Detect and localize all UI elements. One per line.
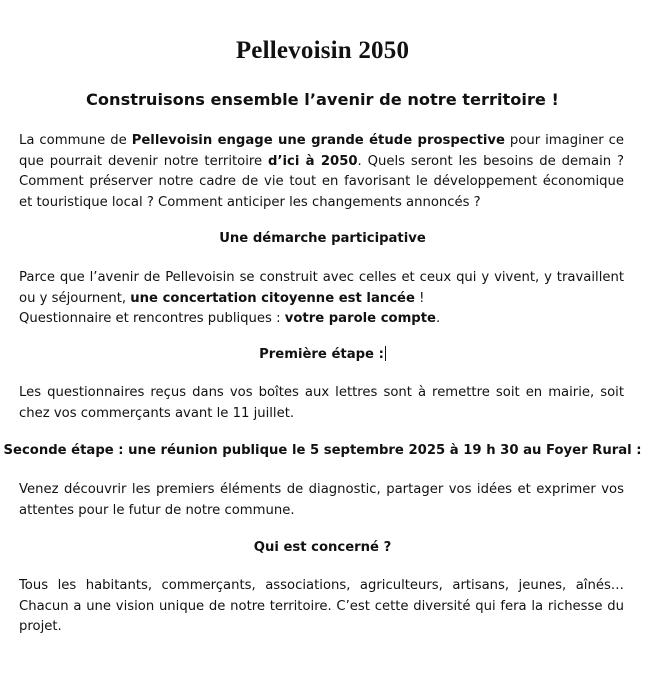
section-heading-participative: Une démarche participative — [219, 231, 426, 246]
participative-text-3: Questionnaire et rencontres publiques : — [19, 311, 285, 327]
step-1-heading-text: Première étape : — [259, 347, 384, 362]
participative-bold-2: votre parole compte — [284, 311, 436, 327]
intro-text-3: . Quels seront les besoins de demain ? Comment préserver notre cadre de vie tout en favorisant le développement économique et touristique local ? Comment anticiper les changements annoncés ? — [19, 153, 624, 210]
step-2-paragraph: Venez découvrir les premiers éléments de diagnostic, partager vos idées et exprimer vos attentes pour le futur de notre commune. — [19, 482, 624, 518]
page-subtitle: Construisons ensemble l’avenir de notre territoire ! — [86, 90, 559, 109]
participative-bold-1: une concertation citoyenne est lancée — [130, 290, 415, 306]
intro-bold-2: d’ici à 2050 — [268, 153, 358, 169]
section-heading-concerned: Qui est concerné ? — [253, 540, 392, 555]
text-cursor — [385, 346, 386, 361]
participative-text-2: ! — [414, 290, 425, 306]
participative-paragraph — [19, 268, 624, 330]
participative-text-4: . — [436, 311, 441, 327]
section-heading-step-2: Seconde étape : une réunion publique le 5 septembre 2025 à 19 h 30 au Foyer Rural : — [3, 443, 642, 458]
concerned-paragraph: Tous les habitants, commerçants, associations, agriculteurs, artisans, jeunes, aînés… Chacun a une vision unique de notre territoire. C’est cette diversité qui fera la richesse du projet. — [19, 578, 624, 635]
step-1-paragraph: Les questionnaires reçus dans vos boîtes aux lettres sont à remettre soit en mairie, soit chez vos commerçants avant le 11 juillet. — [19, 385, 624, 421]
participative-text-1: Parce que l’avenir de Pellevoisin se construit avec celles et ceux qui y vivent, y travaillent ou y séjournent, — [19, 270, 624, 306]
section-heading-step-1 — [0, 345, 645, 365]
intro-bold-1: Pellevoisin engage une grande étude prospective — [131, 133, 505, 148]
intro-text-1: La commune de — [19, 133, 132, 148]
intro-text-2: pour imaginer ce que pourrait devenir notre territoire — [19, 133, 624, 169]
page-title: Pellevoisin 2050 — [235, 37, 410, 64]
intro-paragraph — [19, 131, 624, 213]
